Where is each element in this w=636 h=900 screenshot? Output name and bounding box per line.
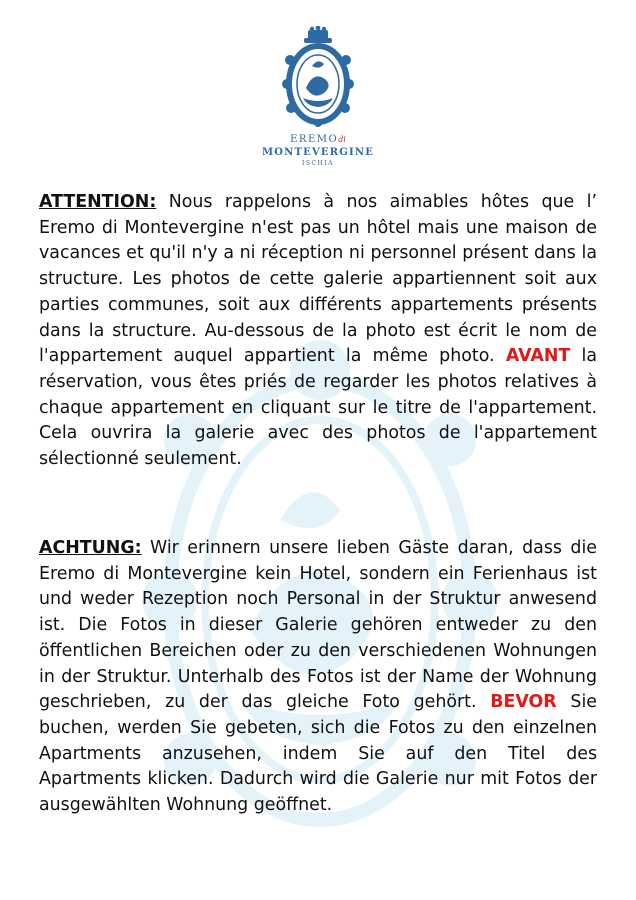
brand-place: ISCHIA xyxy=(301,160,334,167)
notice-french-label: ATTENTION: xyxy=(39,192,157,212)
notice-french-highlight: AVANT xyxy=(505,346,571,367)
notice-german xyxy=(39,536,597,819)
notice-french-text-1: Nous rappelons à nos aimables hôtes que l’ Eremo di Montevergine n'est pas un hôtel mais une maison de vacances et qu'il n'y a ni réception ni personnel présent dans la structure. Les photos de cette galerie appartiennent soit aux parties communes, soit aux différents appartements présents dans la structure. Au-dessous de la photo est écrit le nom de l'appartement auquel appartient la même photo. xyxy=(39,192,597,367)
brand-di: di xyxy=(338,135,346,144)
notice-german-highlight: BEVOR xyxy=(490,692,557,713)
brand-top: EREMO xyxy=(290,134,339,145)
notice-german-text-2: Sie buchen, werden Sie gebeten, sich die Fotos zu den einzelnen Apartments anzusehen, indem Sie auf den Titel des Apartments klicken. Dadurch wird die Galerie nur mit Fotos der ausgewählten Wohnung geöffnet. xyxy=(39,692,597,816)
notice-german-label: ACHTUNG: xyxy=(39,538,142,558)
notice-french-text-2: la réservation, vous êtes priés de regarder les photos relatives à chaque appartement en cliquant sur le titre de l'appartement. Cela ouvrira la galerie avec des photos de l'appartement sélectionné seulement. xyxy=(39,346,597,470)
brand-wordmark xyxy=(258,134,378,169)
brand-bottom: MONTEVERGINE xyxy=(261,147,375,158)
crest-icon xyxy=(278,26,358,130)
notice-german-text-1: Wir erinnern unsere lieben Gäste daran, dass die Eremo di Montevergine kein Hotel, sondern ein Ferienhaus ist und weder Rezeption noch Personal in der Struktur anwesend ist. Die Fotos in dieser Galerie gehören entweder zu den öffentlichen Bereichen oder zu den verschiedenen Wohnungen in der Struktur. Unterhalb des Fotos ist der Name der Wohnung geschrieben, zu der das gleiche Foto gehört. xyxy=(39,538,597,713)
notice-french xyxy=(39,190,597,473)
brand-logo xyxy=(258,26,378,186)
